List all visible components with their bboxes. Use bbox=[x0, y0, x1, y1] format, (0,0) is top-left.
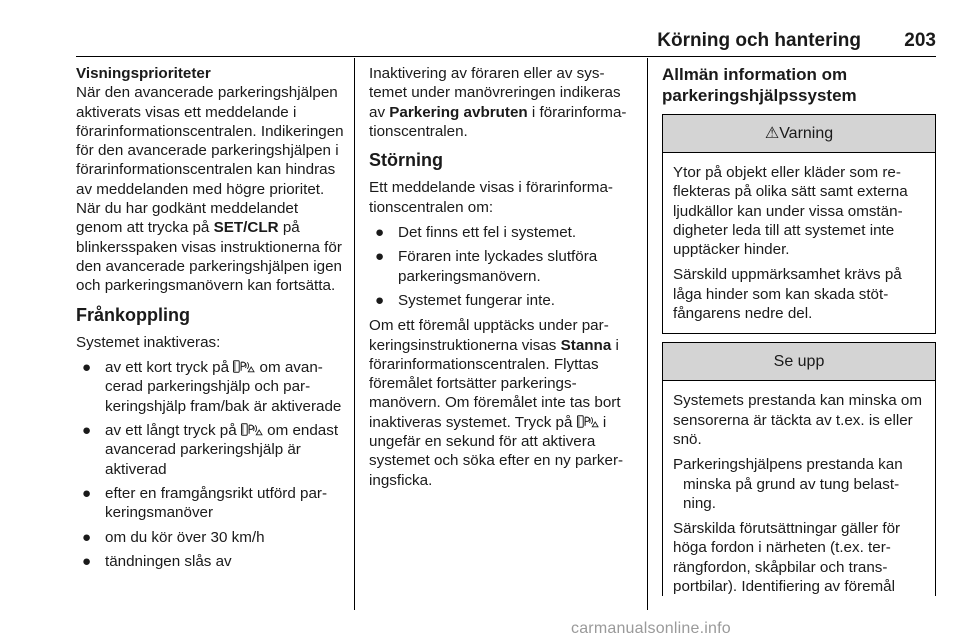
paragraph: Systemet inaktiveras: bbox=[76, 333, 221, 351]
bullet-icon: ● bbox=[82, 359, 92, 377]
subheading-display-priority: Visningsprioriteter bbox=[76, 65, 211, 82]
column-1 bbox=[76, 64, 346, 577]
warning-box-body bbox=[663, 153, 935, 333]
parking-assist-icon bbox=[241, 423, 263, 436]
list-item: ● efter en framgångsrikt utförd parkeringsmanöver bbox=[82, 484, 328, 522]
paragraph: Särskild uppmärksamhet krävs på låga hinder som kan skada stötfångarens nedre del. bbox=[673, 266, 902, 323]
list-item: ● av ett kort tryck på om avancerad parkeringshjälp och parkeringshjälp fram/bak är aktiverade bbox=[82, 359, 342, 415]
caution-box-body bbox=[663, 381, 935, 596]
bullet-icon: ● bbox=[82, 552, 92, 570]
list-item: ● tändningen slås av bbox=[82, 552, 232, 570]
paragraph: Om ett föremål upptäcks under parkeringsinstruktionerna visas Stanna i förarinformationscentralen. Flyttas föremålet fortsätter parkeringsmanövern. Om föremålet inte tas bort inaktiveras systemet. Tryck på i ungefär en sekund för att aktivera systemet och söka efter en ny parkeringsficka. bbox=[369, 317, 624, 489]
bullet-list bbox=[76, 358, 346, 571]
display-message: Parkering avbruten bbox=[389, 103, 528, 121]
paragraph: Särskilda förutsättningar gäller för höga fordon i närheten (t.ex. terrängfordon, skåpbilar och transportbilar). Identifiering av föremål bbox=[673, 520, 901, 596]
caution-box-header bbox=[663, 343, 935, 381]
bullet-icon: ● bbox=[82, 422, 92, 440]
bullet-icon: ● bbox=[375, 248, 385, 266]
page-header bbox=[651, 30, 936, 54]
paragraph: Ytor på objekt eller kläder som reflekteras på olika sätt samt externa ljudkällor kan under vissa omständigheter leda till att systemet inte upptäcker hinder. bbox=[673, 164, 908, 259]
column-3 bbox=[662, 64, 936, 604]
warning-icon: ⚠ bbox=[764, 125, 780, 142]
column-divider bbox=[647, 58, 648, 610]
parking-assist-icon bbox=[577, 415, 599, 428]
bullet-list bbox=[369, 223, 637, 310]
bullet-icon: ● bbox=[375, 224, 385, 242]
bullet-icon: ● bbox=[375, 291, 385, 309]
caution-box bbox=[662, 342, 936, 596]
list-item: ● Föraren inte lyckades slutföra parkeringsmanövern. bbox=[375, 248, 598, 285]
list-item: ● av ett långt tryck på om endast avancerad parkeringshjälp är aktiverad bbox=[82, 422, 339, 478]
section-heading-disconnect: Frånkoppling bbox=[76, 304, 190, 325]
column-2 bbox=[369, 64, 637, 496]
paragraph: Inaktivering av föraren eller av systemet under manövreringen indikeras av Parkering avbruten i förarinformationscentralen. bbox=[369, 65, 627, 140]
header-rule bbox=[76, 56, 936, 57]
warning-box-header bbox=[663, 115, 935, 153]
caution-title: Se upp bbox=[773, 353, 825, 371]
parking-assist-icon bbox=[233, 360, 255, 373]
bullet-icon: ● bbox=[82, 528, 92, 546]
warning-title: Varning bbox=[779, 125, 834, 142]
display-message: Stanna bbox=[560, 336, 612, 354]
watermark-text: carmanualsonline.info bbox=[571, 620, 731, 637]
paragraph: Systemets prestanda kan minska om sensorerna är täckta av t.ex. is eller snö. bbox=[673, 392, 923, 448]
button-name: SET/CLR bbox=[213, 219, 279, 237]
page-number: 203 bbox=[904, 30, 936, 51]
column-divider bbox=[354, 58, 355, 610]
section-heading-fault: Störning bbox=[369, 150, 443, 171]
section-heading-general-info: Allmän information om parkeringshjälpssystem bbox=[662, 65, 857, 105]
list-item: ● Systemet fungerar inte. bbox=[375, 291, 556, 309]
paragraph: Parkeringshjälpens prestanda kan minska på grund av tung belastning. bbox=[673, 456, 903, 512]
list-item: ● om du kör över 30 km/h bbox=[82, 528, 265, 546]
list-item: ● Det finns ett fel i systemet. bbox=[375, 224, 577, 242]
page-title: Körning och hantering bbox=[657, 30, 861, 51]
warning-box bbox=[662, 114, 936, 334]
bullet-icon: ● bbox=[82, 484, 92, 502]
paragraph: Ett meddelande visas i förarinformationscentralen om: bbox=[369, 179, 613, 216]
paragraph: När den avancerade parkeringshjälpen aktiverats visas ett meddelande i förarinformationscentralen. Indikeringen för den avancerade parkeringshjälpen i förarinformationscentralen kan hindras av meddelanden med högre prioritet. När du har godkänt meddelandet genom att trycka på SET/CLR på blinkersspaken visas instruktionerna för den avancerade parkeringshjälpen igen och parkeringsmanövern kan fortsätta. bbox=[76, 84, 344, 295]
